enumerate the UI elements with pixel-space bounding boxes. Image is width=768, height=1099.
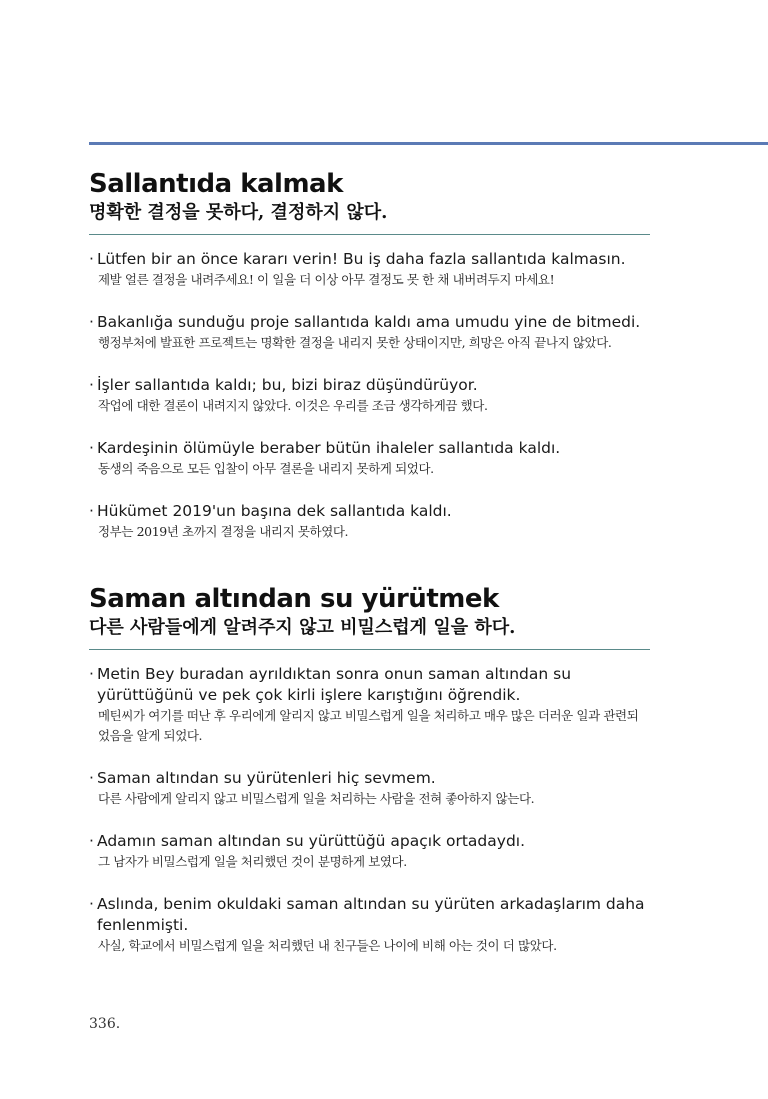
example-turkish: Kardeşinin ölümüyle beraber bütün ihaleler sallantıda kaldı.: [97, 439, 561, 457]
bullet: ·: [89, 376, 94, 394]
example-korean: 작업에 대한 결론이 내려지지 않았다. 이것은 우리를 조금 생각하게끔 했다.: [98, 398, 488, 413]
example-item: [89, 768, 650, 809]
idiom-section-1: [89, 168, 650, 542]
example-turkish: Adamın saman altından su yürüttüğü apaçık ortadaydı.: [97, 832, 526, 850]
idiom-section-2: [89, 583, 650, 956]
example-korean: 그 남자가 비밀스럽게 일을 처리했던 것이 분명하게 보였다.: [98, 854, 407, 869]
example-turkish: Aslında, benim okuldaki saman altından su yürüten arkadaşlarım daha fenlenmişti.: [97, 895, 645, 934]
idiom-title: Saman altından su yürütmek: [89, 584, 499, 614]
top-accent-rule: [89, 142, 768, 145]
example-item: [89, 312, 650, 353]
example-turkish: İşler sallantıda kaldı; bu, bizi biraz düşündürüyor.: [97, 376, 478, 394]
bullet: ·: [89, 313, 94, 331]
section-divider: [89, 649, 650, 650]
example-item: [89, 894, 650, 956]
example-turkish: Saman altından su yürütenleri hiç sevmem.: [97, 769, 436, 787]
example-korean: 정부는 2019년 초까지 결정을 내리지 못하였다.: [98, 524, 349, 539]
example-item: [89, 375, 650, 416]
example-turkish: Metin Bey buradan ayrıldıktan sonra onun saman altından su yürüttüğünü ve pek çok kirli işlere karıştığını öğrendik.: [97, 665, 572, 704]
example-korean: 다른 사람에게 알리지 않고 비밀스럽게 일을 처리하는 사람을 전혀 좋아하지 않는다.: [98, 791, 535, 806]
idiom-title: Sallantıda kalmak: [89, 169, 343, 199]
bullet: ·: [89, 769, 94, 787]
bullet: ·: [89, 439, 94, 457]
example-item: [89, 664, 650, 746]
bullet: ·: [89, 832, 94, 850]
example-korean: 제발 얼른 결정을 내려주세요! 이 일을 더 이상 아무 결정도 못 한 채 내버려두지 마세요!: [98, 272, 555, 287]
example-turkish: Bakanlığa sunduğu proje sallantıda kaldı ama umudu yine de bitmedi.: [97, 313, 641, 331]
idiom-meaning: 다른 사람들에게 알려주지 않고 비밀스럽게 일을 하다.: [89, 617, 516, 638]
example-korean: 메틴씨가 여기를 떠난 후 우리에게 알리지 않고 비밀스럽게 일을 처리하고 매우 많은 더러운 일과 관련되었음을 알게 되었다.: [98, 708, 639, 743]
example-item: [89, 501, 650, 542]
page-number: 336.: [89, 1016, 121, 1032]
example-turkish: Hükümet 2019'un başına dek sallantıda kaldı.: [97, 502, 452, 520]
example-item: [89, 249, 650, 290]
bullet: ·: [89, 895, 94, 913]
example-korean: 행정부처에 발표한 프로젝트는 명확한 결정을 내리지 못한 상태이지만, 희망은 아직 끝나지 않았다.: [98, 335, 612, 350]
example-korean: 동생의 죽음으로 모든 입찰이 아무 결론을 내리지 못하게 되었다.: [98, 461, 434, 476]
example-turkish: Lütfen bir an önce kararı verin! Bu iş daha fazla sallantıda kalmasın.: [97, 250, 626, 268]
bullet: ·: [89, 502, 94, 520]
bullet: ·: [89, 665, 94, 683]
idiom-meaning: 명확한 결정을 못하다, 결정하지 않다.: [89, 202, 388, 223]
example-korean: 사실, 학교에서 비밀스럽게 일을 처리했던 내 친구들은 나이에 비해 아는 것이 더 많았다.: [98, 938, 557, 953]
example-item: [89, 438, 650, 479]
section-divider: [89, 234, 650, 235]
example-item: [89, 831, 650, 872]
bullet: ·: [89, 250, 94, 268]
